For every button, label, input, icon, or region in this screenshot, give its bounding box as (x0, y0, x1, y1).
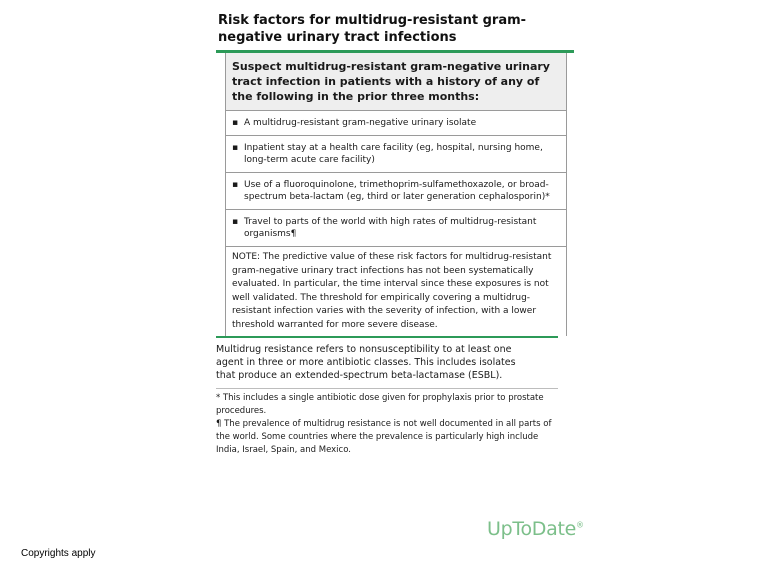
note (226, 247, 566, 336)
definition-text: Multidrug resistance refers to nonsusceptibility to at least one agent in three or more antibiotic classes. This includes isolates that produce an extended-spectrum beta-lactamase (ESBL). (216, 344, 516, 381)
risk-factor-box (225, 53, 567, 336)
list-item-text: Travel to parts of the world with high rates of multidrug-resistant organisms¶ (244, 217, 537, 239)
copyright-notice: Copyrights apply (21, 548, 96, 559)
note-text: The predictive value of these risk factors for multidrug-resistant gram-negative urinary tract infections has not been systematically evaluated. In particular, the time interval since these exposures is not well validated. The threshold for empirically covering a multidrug-resistant infection varies with the severity of infection, with a lower threshold warranted for more severe disease. (232, 252, 552, 330)
list-item (226, 210, 566, 247)
list-item (226, 173, 566, 210)
footnote-asterisk: * This includes a single antibiotic dose given for prophylaxis prior to prostate procedures. (216, 393, 544, 416)
bullet-icon: ▪ (232, 143, 239, 153)
box-bottom-divider (216, 336, 558, 338)
bullet-icon: ▪ (232, 217, 239, 227)
uptodate-logo (487, 518, 584, 540)
box-header: Suspect multidrug-resistant gram-negative urinary tract infection in patients with a history of any of the following in the prior three months: (226, 53, 566, 111)
list-item (226, 136, 566, 173)
footnote-pilcrow: ¶ The prevalence of multidrug resistance is not well documented in all parts of the world. Some countries where the prevalence is particularly high include India, Israel, Spain, and Mexico. (216, 419, 552, 455)
document-title: Risk factors for multidrug-resistant gram-negative urinary tract infections (218, 13, 527, 45)
list-item-text: Use of a fluoroquinolone, trimethoprim-sulfamethoxazole, or broad-spectrum beta-lactam (eg, third or later generation cephalosporin)* (244, 180, 550, 202)
list-item (226, 111, 566, 136)
note-label: NOTE: (232, 252, 261, 262)
bullet-icon: ▪ (232, 118, 239, 128)
footnote-divider (216, 388, 558, 389)
registered-mark: ® (575, 520, 584, 530)
list-item-text: Inpatient stay at a health care facility (eg, hospital, nursing home, long-term acute care facility) (244, 143, 543, 165)
logo-text: UpToDate (487, 518, 576, 540)
bullet-icon: ▪ (232, 180, 239, 190)
list-item-text: A multidrug-resistant gram-negative urinary isolate (244, 118, 477, 128)
document (216, 12, 574, 457)
